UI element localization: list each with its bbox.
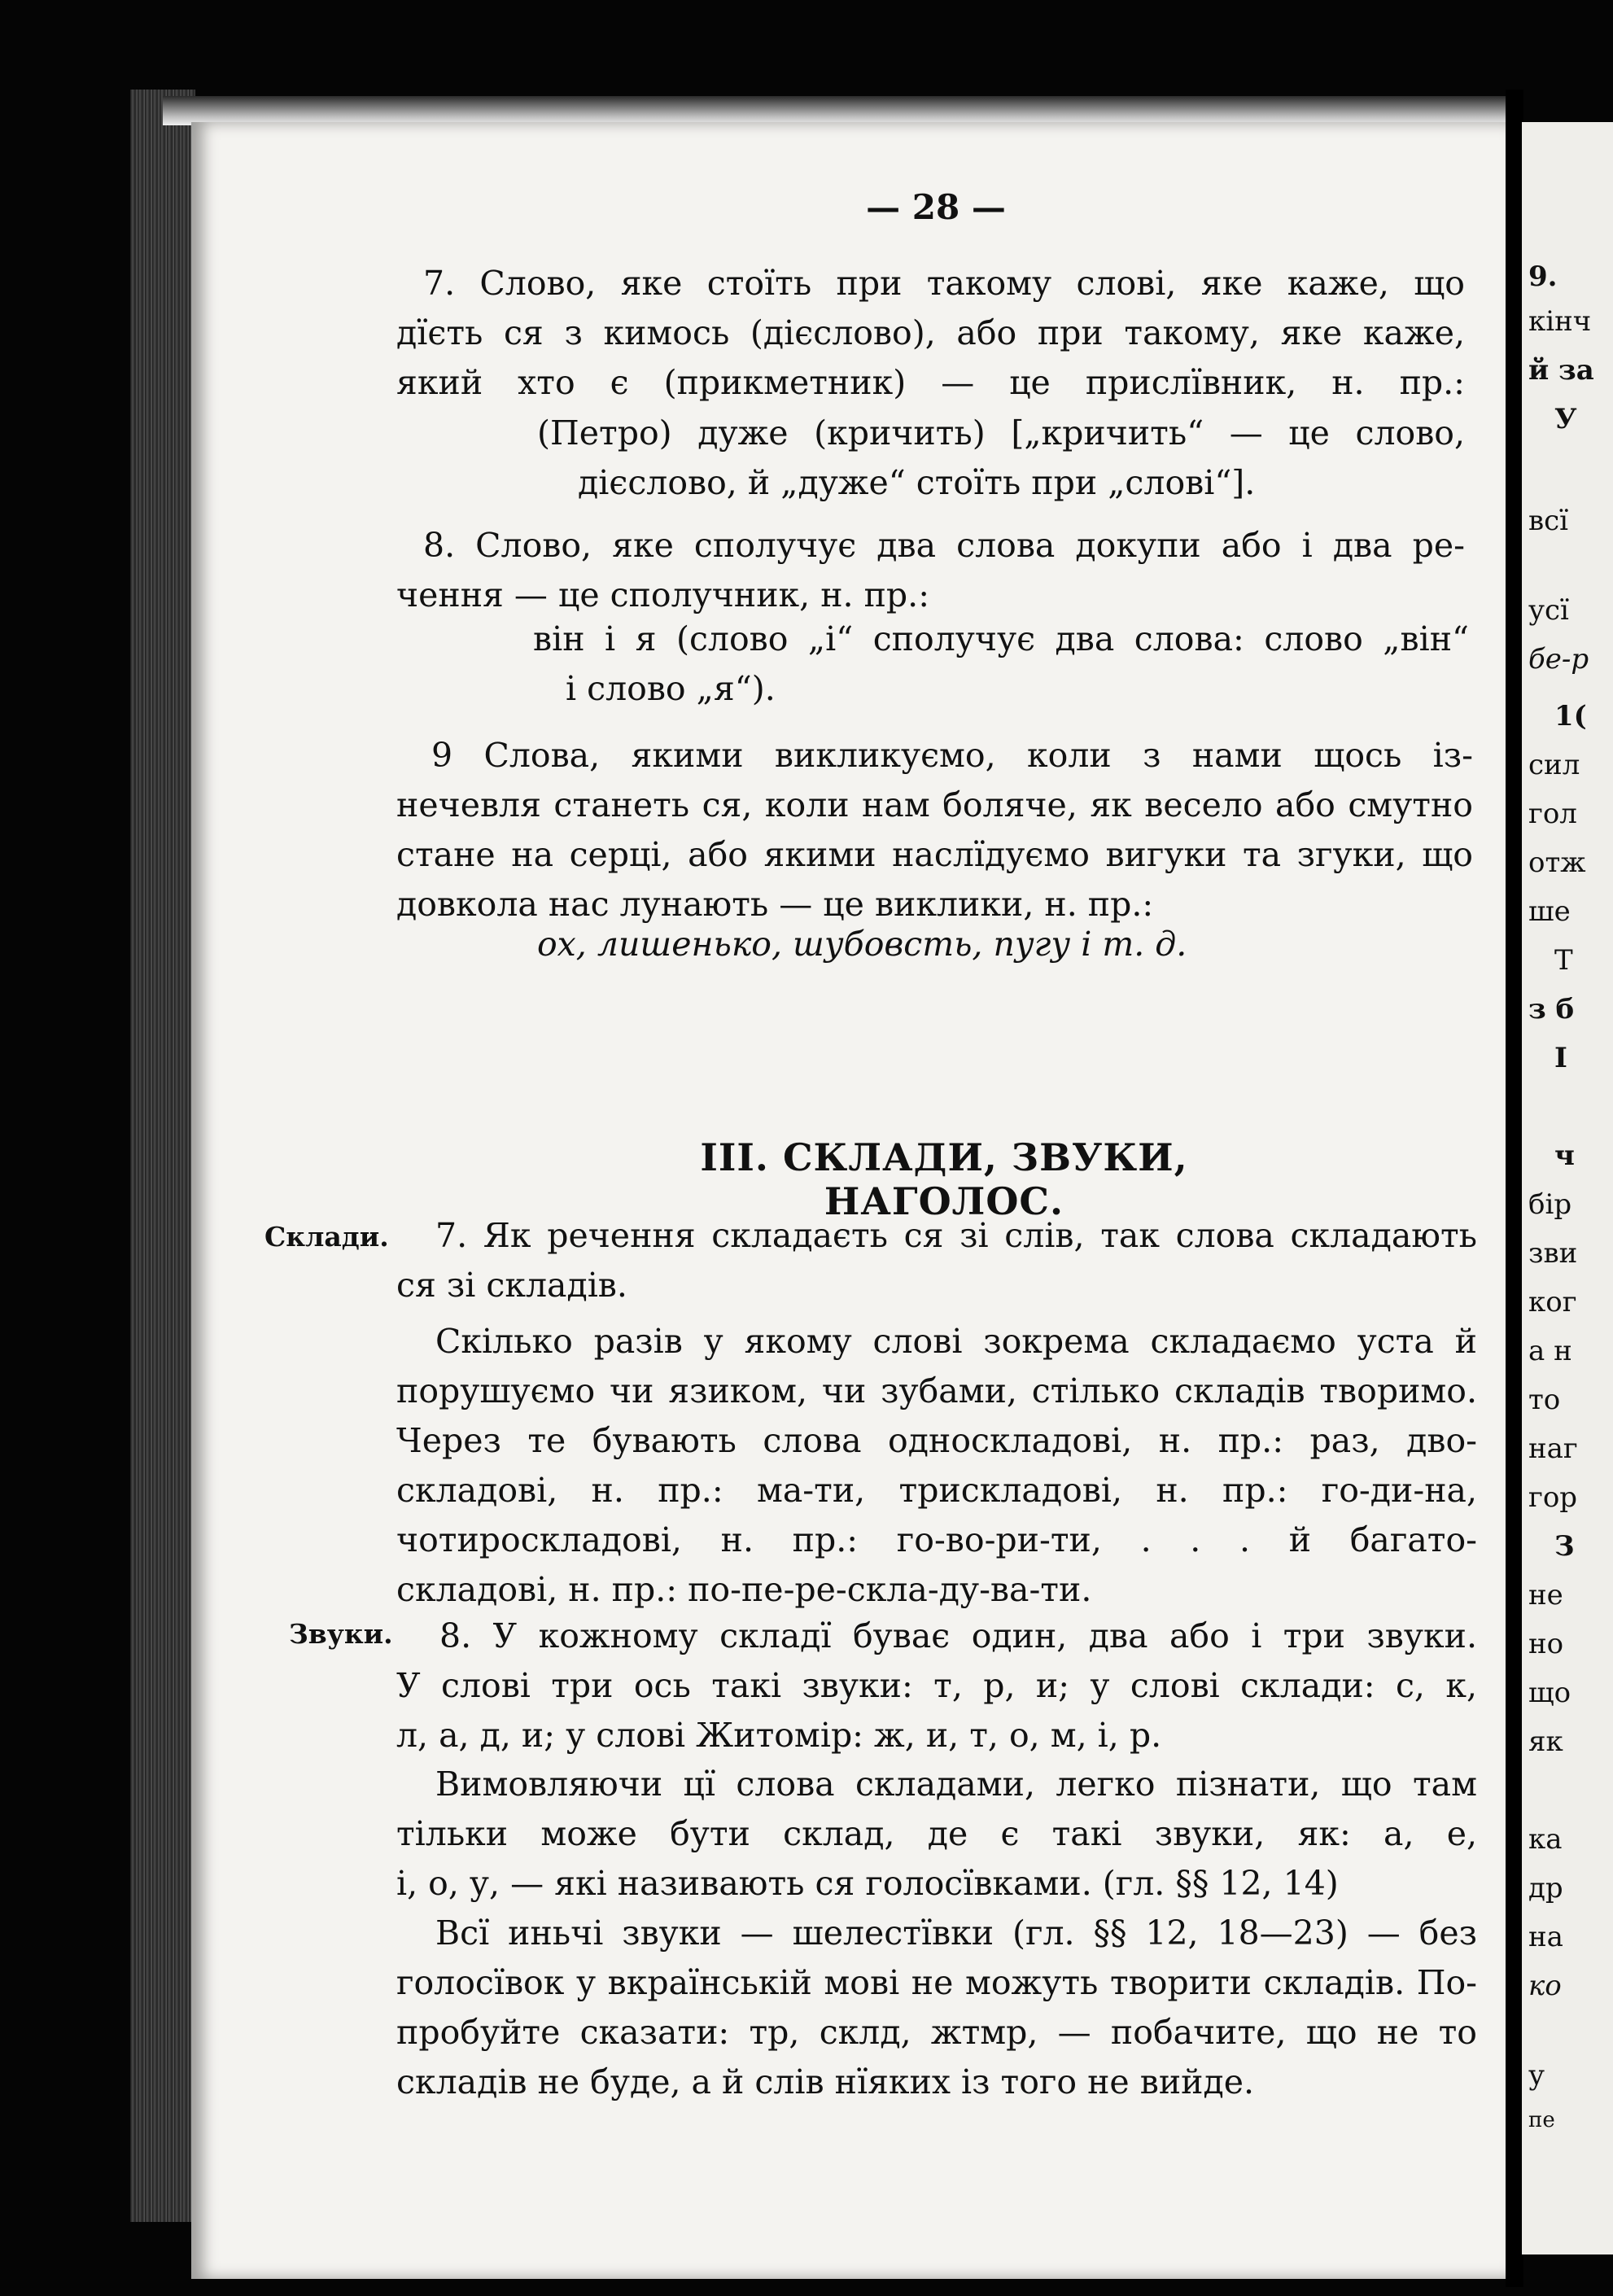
text-line: складові, н. пр.: ма-ти, трискладові, н. пр.: го-ди-на, bbox=[396, 1471, 1477, 1510]
page-number: — 28 — bbox=[866, 187, 1006, 227]
np-frag: У bbox=[1554, 403, 1577, 435]
section-9-cont bbox=[396, 781, 1473, 929]
np-frag: сил bbox=[1528, 749, 1580, 781]
text-line: складові, н. пр.: по-пе-ре-скла-ду-ва-ти. bbox=[396, 1570, 1092, 1609]
np-frag: гол bbox=[1528, 798, 1577, 830]
text-line: 8. У кожному складї буває один, два або і три звуки. bbox=[439, 1616, 1477, 1655]
example-line: дієслово, й „дуже“ стоїть при „слові“]. bbox=[578, 463, 1256, 502]
text-line: Вимовляючи цї слова складами, легко пізнати, що там bbox=[435, 1765, 1477, 1804]
section-8-example-2 bbox=[566, 664, 1135, 714]
section-8 bbox=[423, 521, 1465, 571]
np-frag: ше bbox=[1528, 895, 1571, 928]
np-frag: ког bbox=[1528, 1286, 1577, 1319]
text-line: Скілько разів у якому слові зокрема складаємо уста й bbox=[435, 1322, 1477, 1361]
text-line: 8. Слово, яке сполучує два слова докупи або і два ре- bbox=[423, 526, 1465, 565]
text-line: пробуйте сказати: тр, склд, жтмр, — побачите, що не то bbox=[396, 2013, 1477, 2052]
section-8-example bbox=[533, 614, 1469, 664]
text-line: 7. Як речення складаєть ся зі слів, так слова складають bbox=[435, 1216, 1477, 1255]
section-7-cont bbox=[396, 308, 1465, 408]
chapter-heading: III. СКЛАДИ, ЗВУКИ, НАГОЛОС. bbox=[700, 1135, 1188, 1223]
np-frag: зви bbox=[1528, 1237, 1578, 1270]
example-line: він і я (слово „і“ сполучує два слова: слово „він“ bbox=[533, 619, 1469, 658]
text-line: л, а, д, и; у слові Житомір: ж, и, т, о, м, і, р. bbox=[396, 1716, 1162, 1755]
text-line: і, о, у, — які називають ся голосївками. (гл. §§ 12, 14) bbox=[396, 1864, 1339, 1903]
example-line: ох, лишенько, шубовсть, пугу і т. д. bbox=[537, 925, 1187, 964]
np-frag: наг bbox=[1528, 1432, 1578, 1465]
para-7-cont bbox=[396, 1261, 1477, 1310]
np-frag: то bbox=[1528, 1384, 1561, 1416]
para-8-body1 bbox=[396, 1809, 1477, 1909]
page-stack-edges bbox=[130, 90, 195, 2222]
np-frag: бе-р bbox=[1528, 643, 1589, 676]
np-frag: не bbox=[1528, 1579, 1563, 1612]
para-8-body2-first bbox=[435, 1909, 1477, 1958]
np-frag: гор bbox=[1528, 1481, 1578, 1514]
para-8-body2 bbox=[396, 1958, 1477, 2107]
page-top-edge bbox=[163, 96, 1506, 125]
section-9 bbox=[431, 731, 1473, 781]
text-line: 7. Слово, яке стоїть при такому слові, яке каже, що bbox=[423, 264, 1465, 303]
np-frag: пе bbox=[1528, 2108, 1555, 2132]
text-line: довкола нас лунають — це виклики, н. пр.: bbox=[396, 885, 1154, 924]
section-9-example bbox=[537, 920, 1270, 969]
np-frag: усї bbox=[1528, 594, 1569, 627]
np-frag: з б bbox=[1528, 993, 1575, 1026]
np-frag: як bbox=[1528, 1725, 1563, 1758]
section-7-example-2 bbox=[578, 458, 1392, 508]
text-line: чення — це сполучник, н. пр.: bbox=[396, 575, 930, 614]
text-line: стане на серці, або якими наслїдуємо вигуки та згуки, що bbox=[396, 835, 1473, 874]
text-line: 9 Слова, якими викликуємо, коли з нами щось із- bbox=[431, 736, 1473, 775]
np-frag: др bbox=[1528, 1872, 1563, 1905]
section-7-example bbox=[537, 409, 1465, 458]
np-frag: Т bbox=[1554, 944, 1573, 977]
text-line: тільки може бути склад, де є такі звуки, як: а, е, bbox=[396, 1814, 1477, 1853]
margin-label-sounds: Звуки. bbox=[289, 1618, 393, 1650]
text-line: дїєть ся з кимось (дієслово), або при такому, яке каже, bbox=[396, 313, 1465, 352]
np-frag: у bbox=[1528, 2059, 1545, 2092]
text-line: голосївок у вкраїнській мові не можуть творити складів. По- bbox=[396, 1963, 1477, 2002]
np-frag: І bbox=[1554, 1042, 1567, 1074]
section-7 bbox=[423, 259, 1465, 308]
np-frag: 9. bbox=[1528, 260, 1558, 293]
text-line: нечевля станеть ся, коли нам боляче, як весело або смутно bbox=[396, 785, 1473, 824]
para-8 bbox=[439, 1612, 1477, 1661]
text-line: порушуємо чи язиком, чи зубами, стілько складів творимо. bbox=[396, 1371, 1477, 1410]
para-8-body1-first bbox=[435, 1760, 1477, 1809]
text-line: складів не буде, а й слів нїяких із того не вийде. bbox=[396, 2062, 1255, 2101]
np-frag: всї bbox=[1528, 505, 1569, 537]
np-frag: що bbox=[1528, 1677, 1571, 1709]
text-line: Через те бувають слова односкладові, н. пр.: раз, дво- bbox=[396, 1421, 1477, 1460]
np-frag: но bbox=[1528, 1628, 1564, 1660]
np-frag: 1( bbox=[1554, 700, 1587, 733]
margin-label-syllables: Склади. bbox=[264, 1221, 389, 1253]
text-line: ся зі складів. bbox=[396, 1266, 627, 1305]
np-frag: а н bbox=[1528, 1335, 1572, 1367]
para-8-cont bbox=[396, 1661, 1477, 1760]
np-frag: ч bbox=[1554, 1139, 1575, 1172]
np-frag: З bbox=[1554, 1530, 1575, 1563]
example-line: (Петро) дуже (кричить) [„кричить“ — це слово, bbox=[537, 413, 1465, 453]
text-line: Всї иньчі звуки — шелестївки (гл. §§ 12, 18—23) — без bbox=[435, 1913, 1477, 1953]
np-frag: ка bbox=[1528, 1823, 1563, 1856]
section-8-cont bbox=[396, 571, 1465, 620]
text-line: який хто є (прикметник) — це прислївник, н. пр.: bbox=[396, 363, 1465, 402]
para-7-body-first bbox=[435, 1317, 1477, 1367]
np-frag: й за bbox=[1528, 354, 1594, 387]
book-gutter bbox=[1506, 90, 1523, 2287]
example-line: і слово „я“). bbox=[566, 669, 776, 708]
np-frag: ко bbox=[1528, 1970, 1562, 2002]
np-frag: кінч bbox=[1528, 305, 1592, 338]
text-line: У слові три ось такі звуки: т, р, и; у слові склади: с, к, bbox=[396, 1666, 1477, 1705]
para-7-body bbox=[396, 1367, 1477, 1615]
para-7 bbox=[435, 1211, 1477, 1261]
text-line: чотироскладові, н. пр.: го-во-ри-ти, . . . й багато- bbox=[396, 1520, 1477, 1559]
np-frag: отж bbox=[1528, 846, 1586, 879]
np-frag: бір bbox=[1528, 1188, 1572, 1221]
adjacent-page-fragment bbox=[1522, 122, 1613, 2254]
np-frag: на bbox=[1528, 1921, 1563, 1953]
